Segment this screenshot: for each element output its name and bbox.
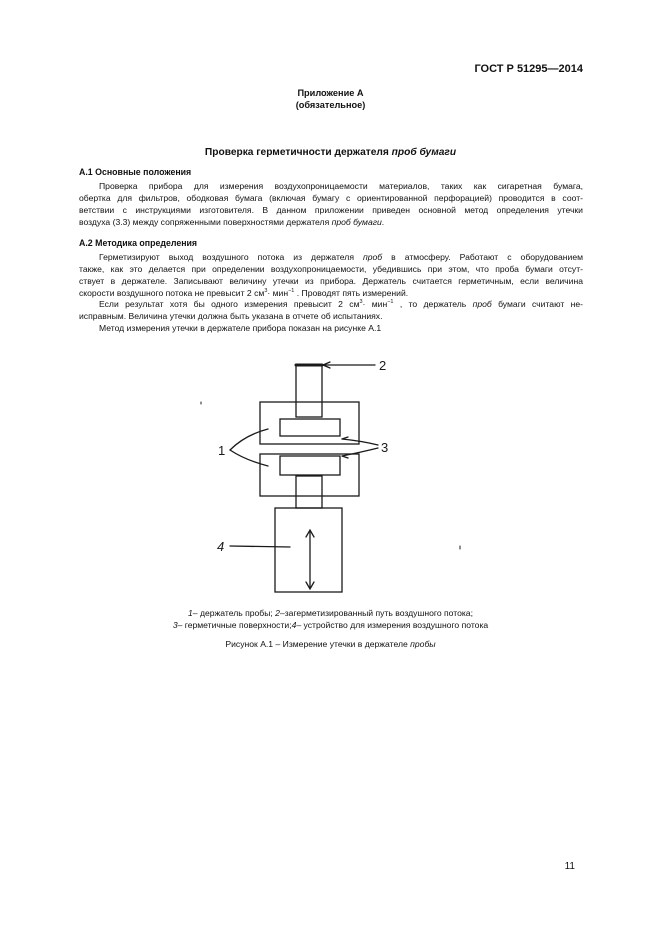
- caption-num-3: 3: [172, 620, 178, 631]
- sealing-insert-upper: [280, 419, 340, 436]
- a2-line-5-c: , то держатель: [393, 299, 473, 310]
- a2-line-4-b: · мин: [267, 287, 289, 298]
- annex-status: (обязательное): [295, 100, 366, 111]
- page-number: 11: [564, 861, 575, 872]
- sealing-insert-lower: [280, 456, 340, 475]
- leader-3-lower: [342, 448, 378, 456]
- leader-4: [230, 546, 290, 547]
- page-title-italic: проб бумаги: [391, 147, 457, 158]
- leader-1-lower: [230, 450, 268, 466]
- a2-line-5-a: Если результат хотя бы одного измерения превысит 2 см: [99, 299, 360, 310]
- a2-line-7: Метод измерения утечки в держателе прибора показан на рисунке А.1: [99, 323, 382, 334]
- a2-line-4: [79, 288, 583, 300]
- a2-line-5-b: · мин: [362, 299, 388, 310]
- a1-line-4-italic: проб бумаги: [331, 216, 382, 227]
- a2-line-4-c: . Проводят пять измерений.: [294, 287, 409, 298]
- a2-line-5-e: бумаги считают не-: [491, 299, 583, 310]
- a2-line-6: исправным. Величина утечки должна быть указана в отчете об испытаниях.: [79, 311, 383, 322]
- a1-line-4: [79, 217, 583, 229]
- a2-line-5: [79, 299, 583, 311]
- a2-line-5-sup-2: −1: [387, 299, 394, 306]
- page-title: [0, 146, 661, 160]
- figure-a1-diagram: [190, 350, 490, 605]
- connecting-tube: [296, 476, 322, 508]
- section-a1-paragraph: [79, 181, 583, 228]
- a2-line-2: также, как это делается при определении воздухопроницаемости, убедившись при этом, что проба бумаги отсут-: [79, 263, 583, 274]
- standard-number: ГОСТ Р 51295—2014: [474, 63, 583, 75]
- a2-line-1-c: в атмосферу. Работают с оборудованием: [382, 252, 584, 262]
- figure-label-2: 2: [379, 358, 387, 373]
- a1-line-1: Проверка прибора для измерения воздухопроницаемости материалов, таких как сигаретная бумага,: [99, 181, 583, 191]
- annex-title: Приложение А: [297, 88, 364, 98]
- caption-text-1: – держатель пробы;: [192, 608, 276, 618]
- a2-line-1: [79, 252, 583, 264]
- a2-line-4-sup-1: 3: [264, 287, 268, 294]
- leader-1-upper: [230, 429, 268, 450]
- caption-num-4: 4: [291, 620, 297, 631]
- figure-title-text: Рисунок А.1 – Измерение утечки в держателе: [225, 639, 411, 649]
- caption-text-3: – герметичные поверхности;: [177, 620, 292, 631]
- section-heading-a1: А.1 Основные положения: [79, 167, 192, 177]
- figure-caption-line-1: [0, 607, 661, 619]
- caption-text-4: – устройство для измерения воздушного потока: [296, 620, 489, 631]
- a1-line-3: ветствии с инструкциями изготовителя. В данном приложении приведен основной метод определения утечки: [79, 204, 583, 215]
- figure-caption: [0, 607, 661, 632]
- a2-line-5-sup-1: 3: [359, 299, 363, 306]
- a1-line-4-end: .: [381, 216, 385, 227]
- sealed-air-path: [296, 365, 322, 417]
- section-a2-paragraph-1: [79, 252, 583, 335]
- figure-caption-line-2: [0, 619, 661, 631]
- page-title-text: Проверка герметичности держателя: [204, 147, 392, 158]
- a2-line-5-italic: проб: [472, 299, 492, 310]
- caption-num-1: 1: [188, 608, 193, 618]
- a2-line-1-italic: проб: [363, 252, 383, 262]
- a1-line-2: обертка для фильтров, ободковая бумага (включая бумагу с ориентированной перфорацией) проводится в соот-: [79, 192, 583, 203]
- section-heading-a2: А.2 Методика определения: [79, 238, 198, 248]
- a2-line-3: ствует в держателе. Записывают величину утечки из прибора. Держатель считается герметичным, если величина: [79, 275, 583, 286]
- flow-measuring-device: [275, 508, 342, 592]
- a2-line-4-a: скорости воздушного потока не превысит 2 см: [79, 287, 265, 298]
- a2-line-4-sup-2: −1: [288, 287, 295, 294]
- a1-line-4-text: воздуха (3.3) между сопряженными поверхностями держателя: [79, 216, 332, 227]
- caption-text-2: –загерметизированный путь воздушного потока;: [279, 608, 473, 618]
- a2-line-1-a: Герметизируют выход воздушного потока из держателя: [99, 252, 364, 262]
- figure-title-italic: пробы: [410, 639, 436, 649]
- annex-heading: [0, 87, 661, 112]
- figure-label-4: 4: [217, 539, 225, 554]
- figure-label-3: 3: [381, 440, 389, 455]
- figure-label-1: 1: [218, 443, 226, 458]
- caption-num-2: 2: [275, 608, 280, 618]
- figure-title: [0, 639, 661, 651]
